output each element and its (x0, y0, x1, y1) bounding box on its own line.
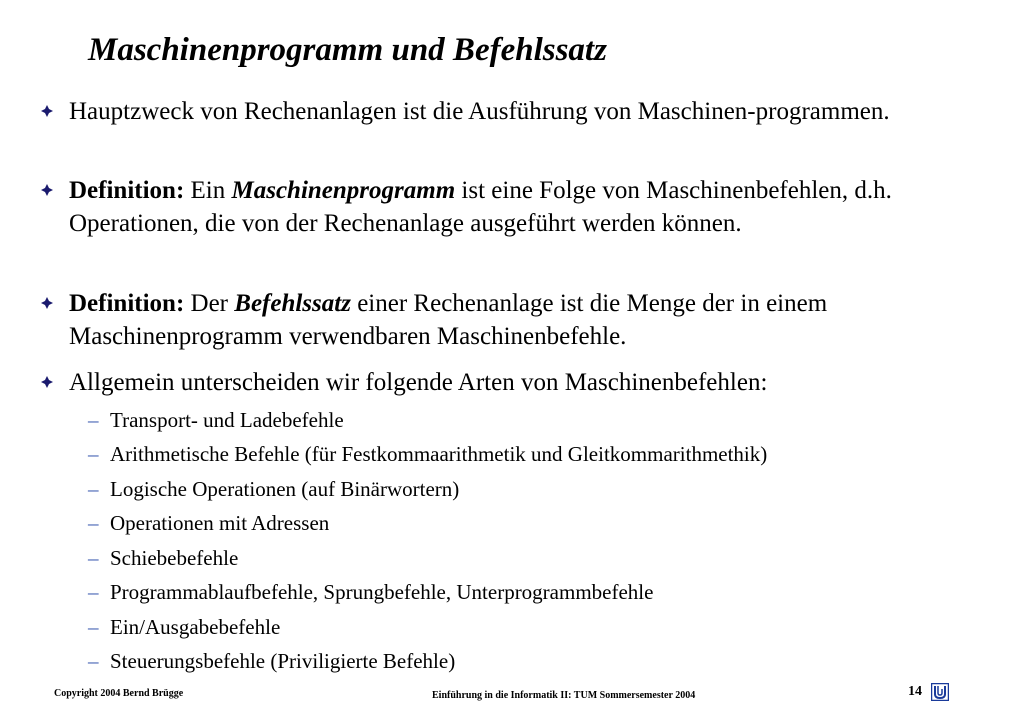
bullet-text (69, 174, 1000, 240)
defined-term: Befehlssatz (234, 290, 351, 317)
dash-marker: – (88, 442, 99, 466)
sub-list-item (88, 441, 767, 467)
sub-item-text: Transport- und Ladebefehle (110, 408, 344, 432)
bullet-text: Allgemein unterscheiden wir folgende Arten von Maschinenbefehlen: (69, 369, 768, 396)
bullet-text-part: einer Rechenanlage ist die Menge der in einem Maschinenprogramm verwendbaren Maschinenbefehle. (69, 290, 828, 350)
sub-list-item (88, 614, 280, 640)
dash-marker: – (88, 477, 99, 501)
bullet-text: Hauptzweck von Rechenanlagen ist die Ausführung von Maschinen-programmen. (69, 98, 890, 125)
course-footer: Einführung in die Informatik II: TUM Sommersemester 2004 (432, 690, 696, 701)
bullet-item (40, 174, 1000, 240)
bullet-item (40, 287, 1000, 353)
sub-item-text: Logische Operationen (auf Binärwortern) (110, 477, 460, 501)
bullet-text-part: Ein (184, 177, 232, 204)
definition-label: Definition: (69, 177, 185, 204)
slide-title: Maschinenprogramm und Befehlssatz (88, 32, 607, 68)
bullet-text-part: ist eine Folge von Maschinenbefehlen, d.h. Operationen, die von der Rechenanlage ausgeführt werden können. (69, 177, 892, 237)
sub-item-text: Operationen mit Adressen (110, 511, 330, 535)
copyright-notice: Copyright 2004 Bernd Brügge (54, 688, 184, 699)
sub-item-text: Programmablaufbefehle, Sprungbefehle, Unterprogrammbefehle (110, 580, 654, 604)
bullet-item (40, 366, 1000, 399)
definition-label: Definition: (69, 290, 185, 317)
university-logo-icon (931, 683, 949, 701)
diamond-bullet-icon (40, 183, 54, 197)
bullet-text (69, 287, 1000, 353)
sub-list-item (88, 510, 329, 536)
diamond-bullet-icon (40, 375, 54, 389)
sub-list-item (88, 407, 344, 433)
sub-item-text: Ein/Ausgabebefehle (110, 615, 281, 639)
dash-marker: – (88, 511, 99, 535)
sub-list-item (88, 476, 459, 502)
sub-list-item (88, 545, 238, 571)
diamond-bullet-icon (40, 296, 54, 310)
dash-marker: – (88, 408, 99, 432)
dash-marker: – (88, 546, 99, 570)
bullet-text-part: Der (184, 290, 235, 317)
dash-marker: – (88, 580, 99, 604)
diamond-bullet-icon (40, 104, 54, 118)
sub-list-item (88, 579, 653, 605)
sub-item-text: Arithmetische Befehle (für Festkommaarithmetik und Gleitkommarithmethik) (110, 442, 768, 466)
sub-list-item (88, 648, 455, 674)
bullet-item (40, 95, 1000, 128)
page-number: 14 (908, 684, 922, 699)
sub-item-text: Steuerungsbefehle (Priviligierte Befehle) (110, 649, 456, 673)
sub-item-text: Schiebebefehle (110, 546, 239, 570)
defined-term: Maschinenprogramm (231, 177, 456, 204)
dash-marker: – (88, 649, 99, 673)
dash-marker: – (88, 615, 99, 639)
